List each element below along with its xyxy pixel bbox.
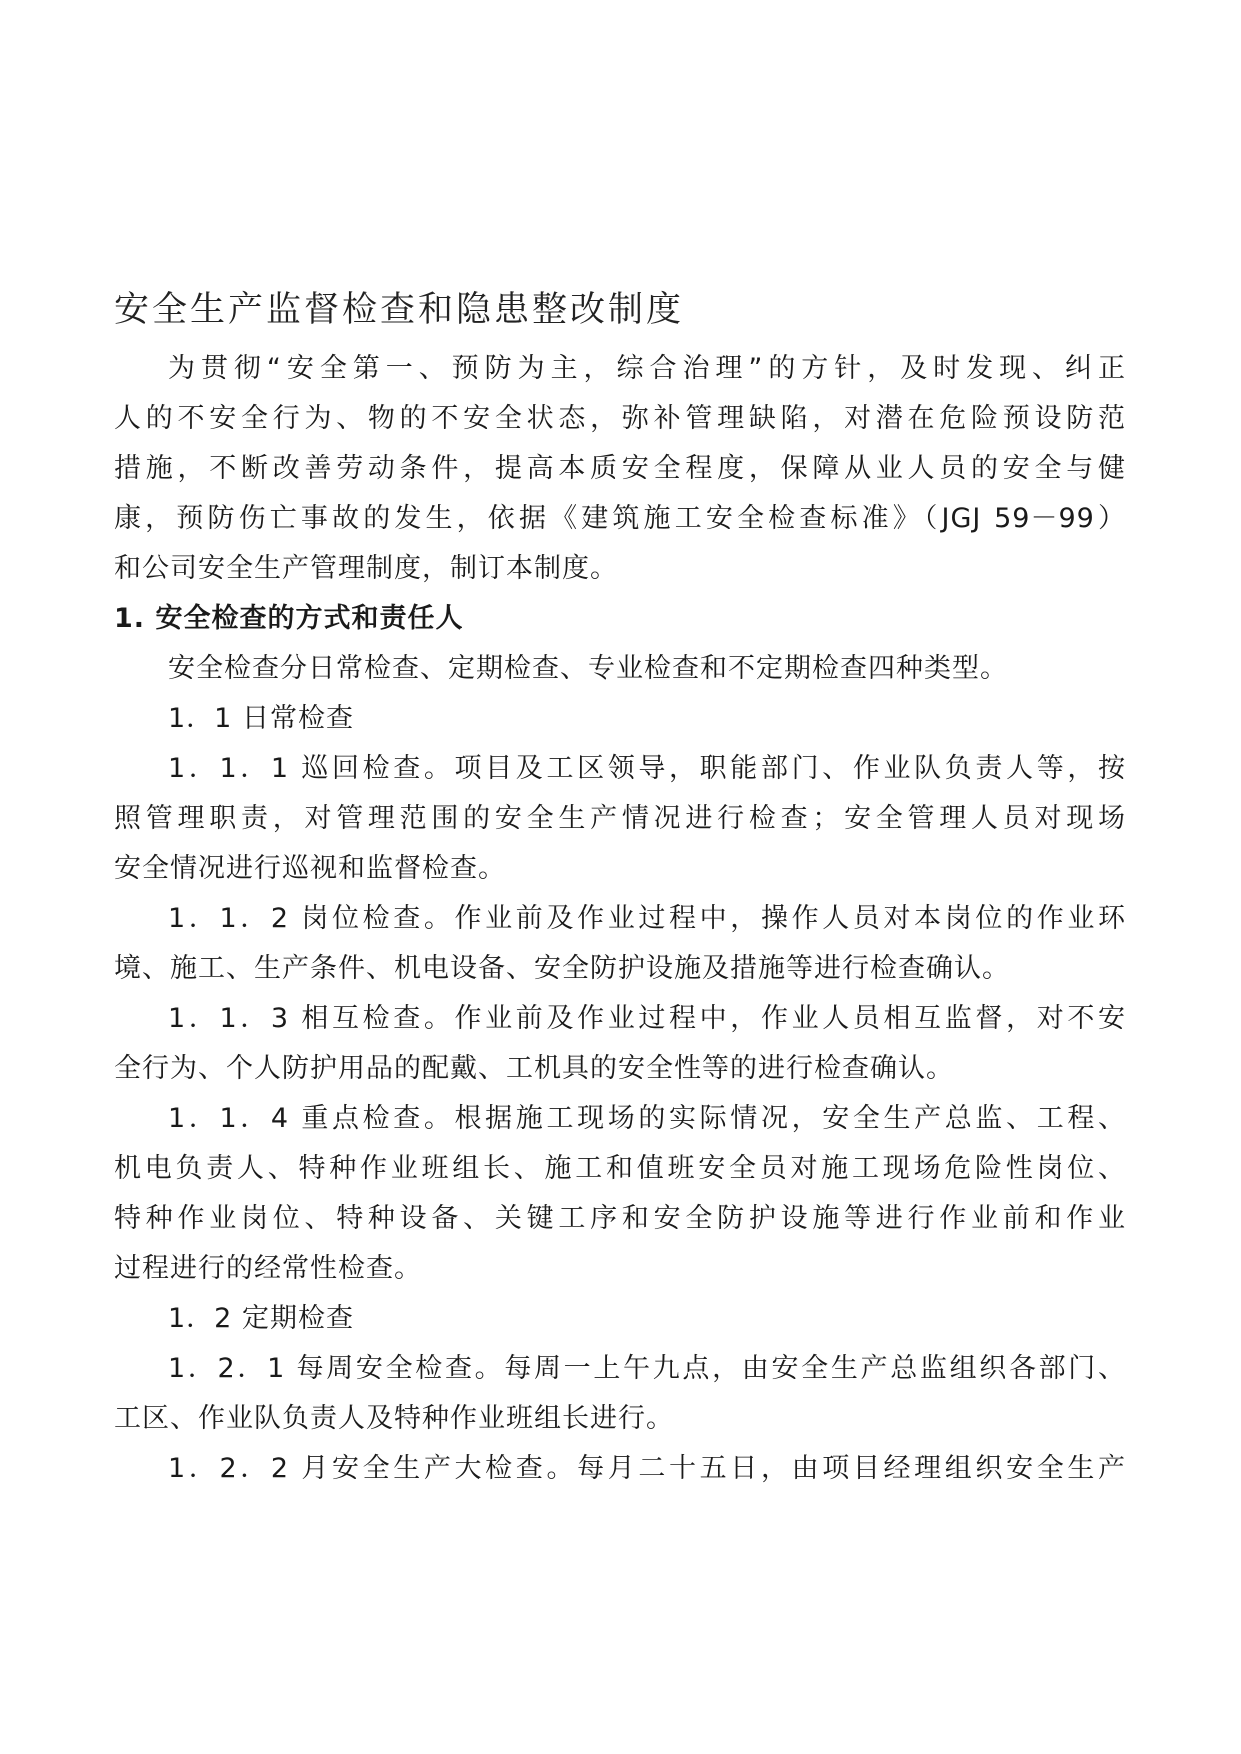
paragraph-line: 安全情况进行巡视和监督检查。 (114, 853, 506, 884)
paragraph-line: 照管理职责，对管理范围的安全生产情况进行检查；安全管理人员对现场 (114, 803, 1126, 834)
paragraph-line: 和公司安全生产管理制度，制订本制度。 (114, 553, 618, 584)
paragraph-line: 人的不安全行为、物的不安全状态，弥补管理缺陷，对潜在危险预设防范 (114, 403, 1126, 434)
paragraph-line: 1．1．3 相互检查。作业前及作业过程中，作业人员相互监督，对不安 (168, 1003, 1126, 1034)
paragraph-line: 1．2．2 月安全生产大检查。每月二十五日，由项目经理组织安全生产 (168, 1453, 1126, 1484)
paragraph-line: 措施，不断改善劳动条件，提高本质安全程度，保障从业人员的安全与健 (114, 453, 1126, 484)
section-heading: 1. 安全检查的方式和责任人 (114, 603, 464, 634)
subsection-heading: 1．1 日常检查 (168, 703, 354, 734)
paragraph-line: 特种作业岗位、特种设备、关键工序和安全防护设施等进行作业前和作业 (114, 1203, 1126, 1234)
paragraph-line: 境、施工、生产条件、机电设备、安全防护设施及措施等进行检查确认。 (114, 953, 1010, 984)
paragraph-line: 工区、作业队负责人及特种作业班组长进行。 (114, 1403, 674, 1434)
paragraph-line: 1．2．1 每周安全检查。每周一上午九点，由安全生产总监组织各部门、 (168, 1353, 1126, 1384)
page-title: 安全生产监督检查和隐患整改制度 (114, 290, 685, 330)
paragraph-line: 1．1．1 巡回检查。项目及工区领导，职能部门、作业队负责人等，按 (168, 753, 1126, 784)
paragraph-line: 康，预防伤亡事故的发生，依据《建筑施工安全检查标准》（JGJ 59－99） (114, 503, 1126, 534)
paragraph-line: 全行为、个人防护用品的配戴、工机具的安全性等的进行检查确认。 (114, 1053, 954, 1084)
paragraph-line: 1．1．4 重点检查。根据施工现场的实际情况，安全生产总监、工程、 (168, 1103, 1126, 1134)
paragraph-line: 过程进行的经常性检查。 (114, 1253, 422, 1284)
subsection-heading: 1．2 定期检查 (168, 1303, 354, 1334)
paragraph-line: 为贯彻“安全第一、预防为主，综合治理”的方针，及时发现、纠正 (168, 353, 1126, 384)
paragraph-line: 机电负责人、特种作业班组长、施工和值班安全员对施工现场危险性岗位、 (114, 1153, 1126, 1184)
paragraph-line: 安全检查分日常检查、定期检查、专业检查和不定期检查四种类型。 (168, 653, 1008, 684)
paragraph-line: 1．1．2 岗位检查。作业前及作业过程中，操作人员对本岗位的作业环 (168, 903, 1126, 934)
